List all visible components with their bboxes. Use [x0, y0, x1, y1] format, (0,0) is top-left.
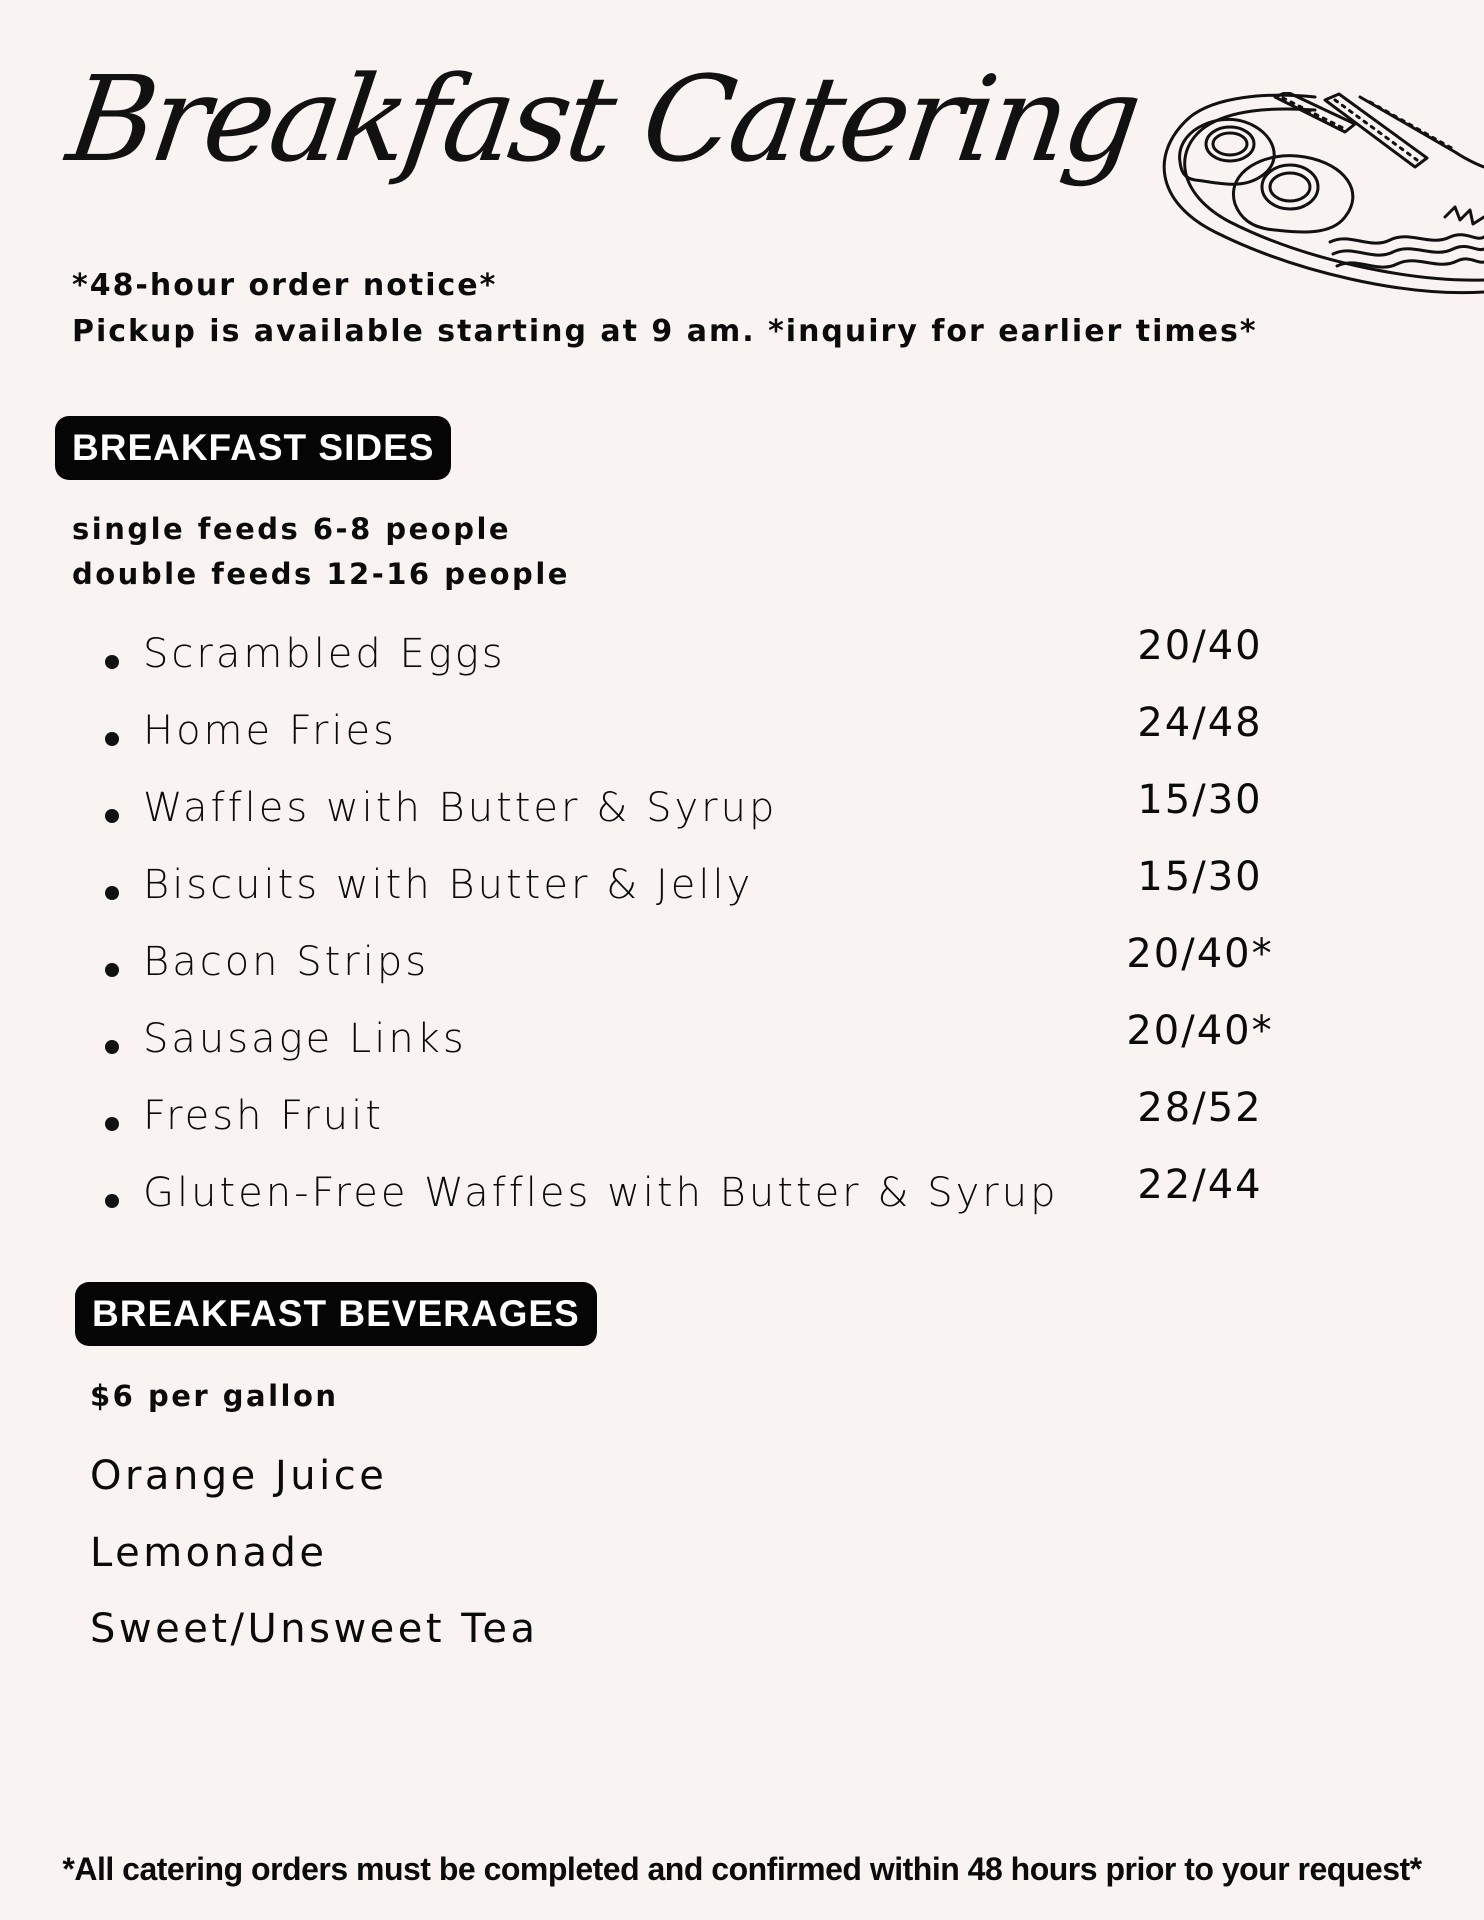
- list-item: [100, 931, 1300, 999]
- list-item: [100, 854, 1300, 922]
- page-title: Breakfast Catering: [60, 50, 1146, 188]
- bullet-icon: [105, 1117, 119, 1131]
- item-price: 20/40: [1137, 623, 1263, 669]
- beverage-item: Orange Juice: [90, 1453, 388, 1499]
- section-heading-beverages: BREAKFAST BEVERAGES: [75, 1282, 597, 1346]
- beverage-item: Sweet/Unsweet Tea: [90, 1606, 539, 1652]
- item-price: 20/40*: [1126, 931, 1274, 977]
- beverage-item: Lemonade: [90, 1530, 328, 1576]
- item-name: Home Fries: [143, 708, 397, 754]
- serving-double: double feeds 12-16 people: [72, 557, 570, 591]
- item-price: 24/48: [1137, 700, 1263, 746]
- list-item: [100, 777, 1300, 845]
- footer-note: *All catering orders must be completed and confirmed within 48 hours prior to your request*: [62, 1851, 1422, 1887]
- list-item: [100, 700, 1300, 768]
- item-name: Waffles with Butter & Syrup: [143, 785, 778, 831]
- bullet-icon: [105, 809, 119, 823]
- item-price: 22/44: [1137, 1162, 1263, 1208]
- item-name: Biscuits with Butter & Jelly: [143, 862, 754, 908]
- list-item: [100, 1085, 1300, 1153]
- item-name: Bacon Strips: [143, 939, 430, 985]
- breakfast-plate-icon: [1155, 92, 1484, 302]
- bullet-icon: [105, 886, 119, 900]
- list-item: [100, 623, 1300, 691]
- item-price: 15/30: [1137, 777, 1263, 823]
- order-notice: *48-hour order notice*: [72, 268, 498, 303]
- serving-single: single feeds 6-8 people: [72, 512, 512, 546]
- bullet-icon: [105, 655, 119, 669]
- item-price: 20/40*: [1126, 1008, 1274, 1054]
- item-name: Sausage Links: [143, 1016, 467, 1062]
- item-price: 28/52: [1137, 1085, 1263, 1131]
- bullet-icon: [105, 1194, 119, 1208]
- bullet-icon: [105, 1040, 119, 1054]
- item-name: Scrambled Eggs: [143, 631, 506, 677]
- item-name: Gluten-Free Waffles with Butter & Syrup: [143, 1170, 1059, 1216]
- section-heading-sides: BREAKFAST SIDES: [55, 416, 451, 480]
- beverage-price-note: $6 per gallon: [90, 1379, 339, 1413]
- item-price: 15/30: [1137, 854, 1263, 900]
- bullet-icon: [105, 963, 119, 977]
- list-item: [100, 1008, 1300, 1076]
- bullet-icon: [105, 732, 119, 746]
- item-name: Fresh Fruit: [143, 1093, 384, 1139]
- list-item: [100, 1162, 1300, 1230]
- pickup-notice: Pickup is available starting at 9 am. *inquiry for earlier times*: [72, 314, 1258, 349]
